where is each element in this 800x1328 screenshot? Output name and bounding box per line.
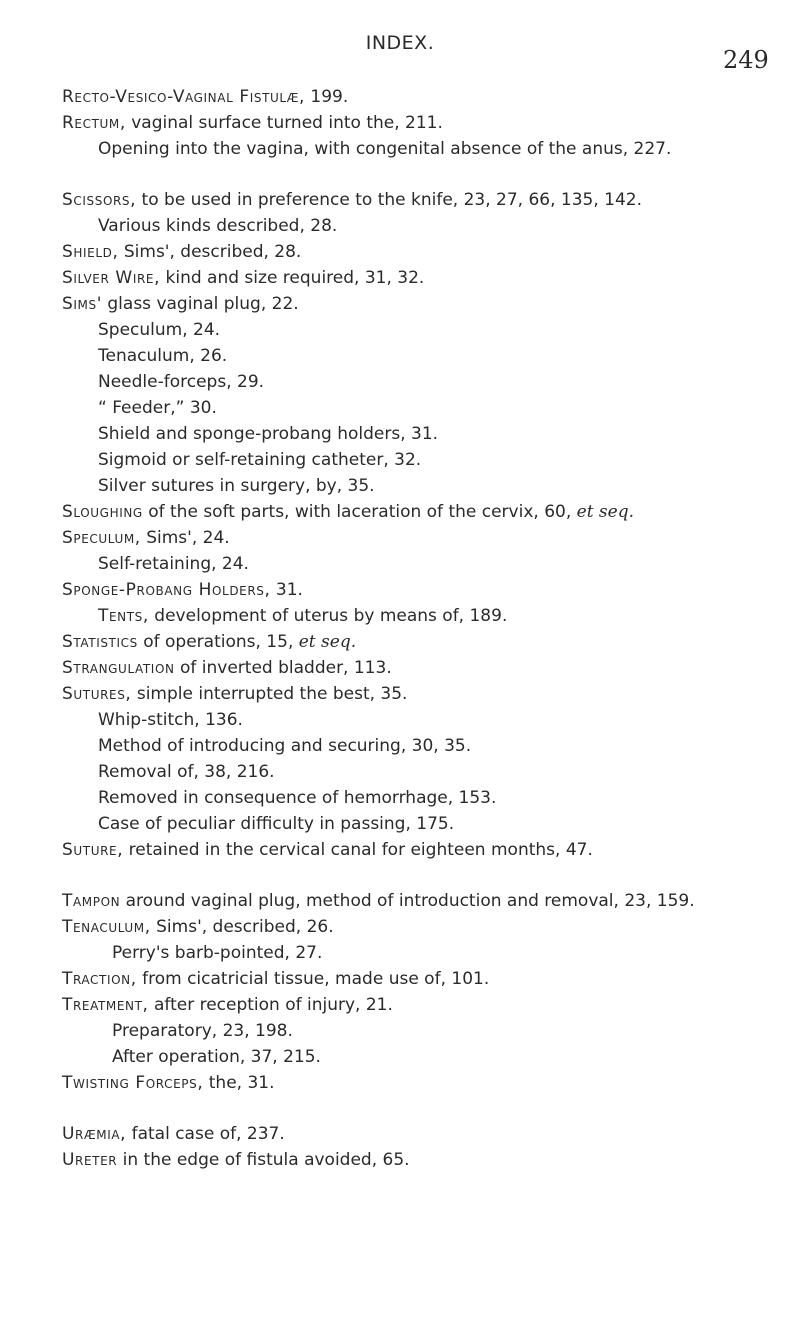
entry-headword: Sloughing bbox=[62, 502, 143, 522]
index-entry-sloughing bbox=[62, 501, 634, 523]
index-subentry bbox=[112, 942, 322, 964]
index-entry-rectum bbox=[62, 112, 443, 134]
entry-headword: Ureter bbox=[62, 1150, 118, 1170]
index-subentry bbox=[98, 345, 227, 367]
index-subentry bbox=[98, 423, 438, 445]
index-subentry bbox=[112, 1020, 293, 1042]
entry-text: kind and size required, 31, 32. bbox=[160, 268, 425, 288]
index-subentry bbox=[98, 813, 454, 835]
entry-text: Silver sutures in surgery, by, 35. bbox=[98, 476, 375, 496]
entry-headword: Statistics bbox=[62, 632, 138, 652]
index-subentry bbox=[98, 735, 471, 757]
entry-headword: Sims' bbox=[62, 294, 102, 314]
index-subentry bbox=[98, 553, 249, 575]
entry-text: of operations, 15, bbox=[137, 632, 299, 652]
entry-text: Shield and sponge-probang holders, 31. bbox=[98, 424, 439, 444]
index-subentry bbox=[98, 138, 671, 160]
entry-text: the, 31. bbox=[203, 1073, 275, 1093]
entry-headword: Scissors, bbox=[62, 190, 137, 210]
entry-italic: et seq. bbox=[576, 502, 635, 522]
entry-headword: Uræmia, bbox=[62, 1124, 127, 1144]
index-entry-sims bbox=[62, 293, 299, 315]
index-entry-speculum bbox=[62, 527, 230, 549]
entry-text: retained in the cervical canal for eighteen months, 47. bbox=[123, 840, 593, 860]
entry-text: fatal case of, 237. bbox=[126, 1124, 285, 1144]
entry-text: Speculum, 24. bbox=[98, 320, 221, 340]
index-entry-treatment bbox=[62, 994, 393, 1016]
entry-headword: Rectum, bbox=[62, 113, 126, 133]
entry-text: Sims', 24. bbox=[140, 528, 230, 548]
index-subentry bbox=[98, 761, 275, 783]
index-subentry bbox=[98, 371, 264, 393]
index-subentry bbox=[112, 1046, 321, 1068]
entry-headword: Traction, bbox=[62, 969, 137, 989]
entry-text: Method of introducing and securing, 30, 35. bbox=[98, 736, 472, 756]
index-entry-recto-vesico-vaginal bbox=[62, 86, 348, 108]
index-entry-twisting-forceps bbox=[62, 1072, 275, 1094]
entry-text: Removal of, 38, 216. bbox=[98, 762, 275, 782]
entry-text: simple interrupted the best, 35. bbox=[131, 684, 408, 704]
entry-text: vaginal surface turned into the, 211. bbox=[125, 113, 443, 133]
entry-text: Preparatory, 23, 198. bbox=[112, 1021, 293, 1041]
index-entry-uraemia bbox=[62, 1123, 285, 1145]
entry-headword: Strangulation bbox=[62, 658, 175, 678]
index-entry-scissors bbox=[62, 189, 642, 211]
index-entry-sutures bbox=[62, 683, 407, 705]
entry-text: in the edge of fistula avoided, 65. bbox=[117, 1150, 410, 1170]
entry-headword: Sutures, bbox=[62, 684, 132, 704]
entry-text: Removed in consequence of hemorrhage, 153. bbox=[98, 788, 497, 808]
entry-text: Sigmoid or self-retaining catheter, 32. bbox=[98, 450, 422, 470]
entry-text: Tenaculum, 26. bbox=[98, 346, 228, 366]
index-entry-sponge-probang bbox=[62, 579, 303, 601]
entry-headword: Recto-Vesico-Vaginal Fistulæ, bbox=[62, 87, 305, 107]
entry-text: Sims', described, 26. bbox=[150, 917, 334, 937]
entry-text: Whip-stitch, 136. bbox=[98, 710, 243, 730]
entry-text: After operation, 37, 215. bbox=[112, 1047, 321, 1067]
entry-headword: Tents, bbox=[98, 606, 149, 626]
entry-headword: Suture, bbox=[62, 840, 124, 860]
entry-text: Various kinds described, 28. bbox=[98, 216, 338, 236]
index-subentry bbox=[98, 397, 217, 419]
entry-text: Sims', described, 28. bbox=[118, 242, 302, 262]
entry-text: glass vaginal plug, 22. bbox=[101, 294, 299, 314]
entry-text: after reception of injury, 21. bbox=[148, 995, 393, 1015]
entry-headword: Silver Wire, bbox=[62, 268, 161, 288]
index-entry-shield bbox=[62, 241, 301, 263]
entry-text: “ Feeder,” 30. bbox=[98, 398, 217, 418]
index-subentry bbox=[98, 215, 337, 237]
index-subentry bbox=[98, 475, 375, 497]
entry-text: of the soft parts, with laceration of the cervix, 60, bbox=[142, 502, 577, 522]
index-entry-strangulation bbox=[62, 657, 392, 679]
entry-headword: Speculum, bbox=[62, 528, 141, 548]
entry-text: around vaginal plug, method of introduction and removal, 23, 159. bbox=[120, 891, 695, 911]
entry-text: Perry's barb-pointed, 27. bbox=[112, 943, 323, 963]
index-entry-statistics bbox=[62, 631, 356, 653]
entry-text: Opening into the vagina, with congenital absence of the anus, 227. bbox=[98, 139, 672, 159]
entry-headword: Tampon bbox=[62, 891, 121, 911]
entry-headword: Sponge-Probang Holders, bbox=[62, 580, 271, 600]
entry-text: Needle-forceps, 29. bbox=[98, 372, 265, 392]
index-entry-tenaculum bbox=[62, 916, 334, 938]
entry-headword: Tenaculum, bbox=[62, 917, 151, 937]
entry-text: development of uterus by means of, 189. bbox=[148, 606, 508, 626]
entry-text: 31. bbox=[270, 580, 303, 600]
index-entry-traction bbox=[62, 968, 489, 990]
running-head: INDEX. bbox=[365, 32, 435, 54]
index-subentry bbox=[98, 709, 243, 731]
index-entry-silver-wire bbox=[62, 267, 424, 289]
entry-italic: et seq. bbox=[298, 632, 357, 652]
index-entry-tents bbox=[98, 605, 507, 627]
entry-text: of inverted bladder, 113. bbox=[174, 658, 392, 678]
entry-text: to be used in preference to the knife, 23, 27, 66, 135, 142. bbox=[136, 190, 643, 210]
entry-text: from cicatricial tissue, made use of, 101. bbox=[136, 969, 490, 989]
entry-text: Self-retaining, 24. bbox=[98, 554, 249, 574]
page-number: 249 bbox=[723, 46, 769, 74]
index-subentry bbox=[98, 319, 220, 341]
index-entry-tampon bbox=[62, 890, 695, 912]
entry-text: Case of peculiar difficulty in passing, 175. bbox=[98, 814, 455, 834]
index-subentry bbox=[98, 787, 496, 809]
entry-text: 199. bbox=[304, 87, 349, 107]
entry-headword: Shield, bbox=[62, 242, 119, 262]
index-entry-ureter bbox=[62, 1149, 410, 1171]
entry-headword: Twisting Forceps, bbox=[62, 1073, 204, 1093]
entry-headword: Treatment, bbox=[62, 995, 149, 1015]
index-entry-suture bbox=[62, 839, 593, 861]
index-subentry bbox=[98, 449, 421, 471]
